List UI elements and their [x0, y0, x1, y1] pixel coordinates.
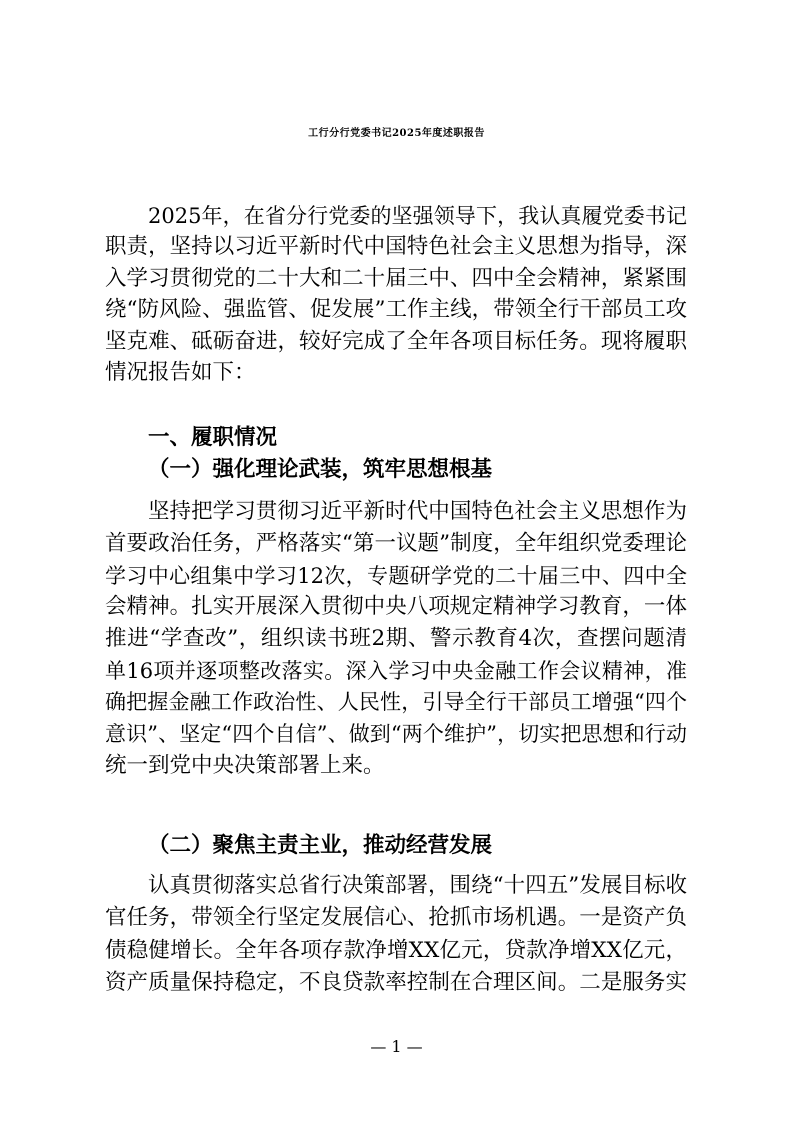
intro-line: 坚克难、砥砺奋进，较好完成了全年各项目标任务。现将履职: [105, 329, 687, 354]
paragraph-line: 认真贯彻落实总省行决策部署，围绕“十四五”发展目标收: [148, 873, 687, 898]
page-number: — 1 —: [370, 1037, 423, 1056]
paragraph-line: 单16项并逐项整改落实。深入学习中央金融工作会议精神，准: [105, 659, 687, 683]
intro-line: 2025年，在省分行党委的坚强领导下，我认真履党委书记: [148, 204, 687, 228]
intro-line: 职责，坚持以习近平新时代中国特色社会主义思想为指导，深: [105, 234, 687, 259]
paragraph-line: 确把握金融工作政治性、人民性，引导全行干部员工增强“四个: [105, 690, 687, 714]
intro-line: 入学习贯彻党的二十大和二十届三中、四中全会精神，紧紧围: [105, 266, 687, 291]
paragraph-line: 坚持把学习贯彻习近平新时代中国特色社会主义思想作为: [148, 499, 687, 524]
paragraph-line: 首要政治任务，严格落实“第一议题”制度，全年组织党委理论: [105, 531, 687, 556]
paragraph-line: 学习中心组集中学习12次，专题研学党的二十届三中、四中全: [105, 564, 687, 588]
paragraph-line: 官任务，带领全行坚定发展信心、抢抓市场机遇。一是资产负: [105, 905, 687, 930]
document-title: 工行分行党委书记2025年度述职报告: [308, 128, 485, 139]
paragraph-line: 意识”、坚定“四个自信”、做到“两个维护”，切实把思想和行动: [105, 722, 687, 746]
paragraph-line: 债稳健增长。全年各项存款净增XX亿元，贷款净增XX亿元，: [105, 938, 687, 963]
paragraph-line: 会精神。扎实开展深入贯彻中央八项规定精神学习教育，一体: [105, 594, 687, 619]
section-heading: 一、履职情况: [148, 425, 278, 450]
subsection-heading: （一）强化理论武装，筑牢思想根基: [148, 457, 493, 482]
paragraph-line: 资产质量保持稳定，不良贷款率控制在合理区间。二是服务实: [105, 970, 687, 995]
paragraph-line: 推进“学查改”，组织读书班2期、警示教育4次，查摆问题清: [105, 626, 687, 651]
intro-line: 情况报告如下：: [105, 360, 256, 385]
paragraph-line: 统一到党中央决策部署上来。: [105, 753, 385, 778]
subsection-heading: （二）聚焦主责主业，推动经营发展: [148, 833, 493, 858]
intro-line: 绕“防风险、强监管、促发展”工作主线，带领全行干部员工攻: [105, 297, 687, 322]
